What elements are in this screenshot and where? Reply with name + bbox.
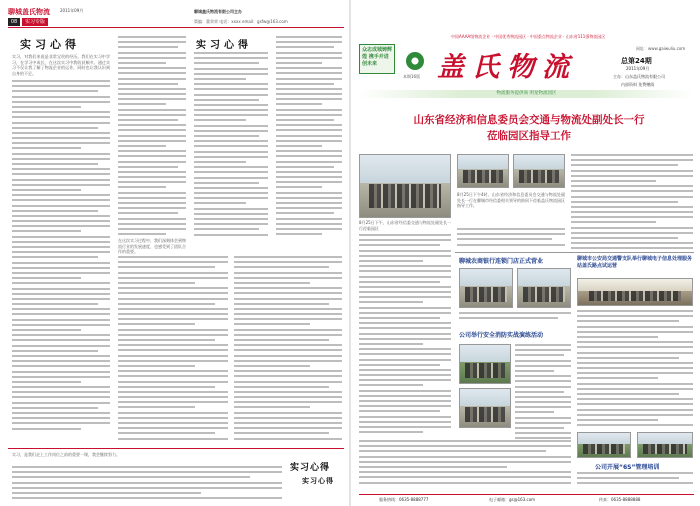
intro-text: 实习，对我们来说是非常宝贵的经历。我们在实习中学习，在学习中成长，在这次实习中我收获颇多。通过实习不仅让我了解了物流企业的运作，同时也让我认识到自身的不足。 xyxy=(12,54,110,76)
article-divider xyxy=(455,252,694,253)
column-title: 实习心得 xyxy=(20,38,80,51)
lower-block-2 xyxy=(234,256,342,446)
issue-date: 2011年09月 xyxy=(626,66,650,71)
header-contacts: 策编：董荣荣 电话：xxxx email：gsfw@163.com xyxy=(194,19,288,24)
header-date: 2011年09月 xyxy=(60,8,84,13)
bottom-body xyxy=(12,466,282,502)
article4-body xyxy=(515,344,571,444)
bottom-text: 实习，是我们走上工作岗位之前的重要一课，我会继续努力。 xyxy=(12,452,120,457)
sponsor: 内部资料 免费赠阅 xyxy=(621,82,655,87)
photo-8 xyxy=(637,432,693,458)
column-title-vertical: 实习心得 xyxy=(302,476,334,485)
article2-title: 聊城农商银行连锁门店正式营业 xyxy=(459,258,544,265)
photo-1 xyxy=(359,154,451,218)
photo-6 xyxy=(577,278,693,306)
bottom-left-body xyxy=(359,440,571,490)
header-publisher: 聊城盖氏物流有限公司主办 xyxy=(194,9,242,14)
photo-3 xyxy=(513,154,565,188)
article2-body xyxy=(459,312,571,326)
side-slogan-box xyxy=(359,44,395,74)
column-1-body xyxy=(12,80,110,442)
article4-title: 公司举行安全消防实战演练活动 xyxy=(459,332,544,339)
footer-hotline: 服务热线：0635-8888777 xyxy=(379,497,429,502)
issue-number: 总第24期 xyxy=(621,57,652,65)
photo-5 xyxy=(517,268,571,308)
publisher: 主办：山东盖氏物流有限公司 xyxy=(613,74,665,79)
photo-4 xyxy=(459,268,513,308)
issue-label-left: 本期16版 xyxy=(403,74,421,79)
right-page xyxy=(351,0,700,506)
logo-emblem-icon xyxy=(406,52,424,70)
lead-col-2 xyxy=(457,228,565,252)
masthead-logo-small: 聊城盖氏物流 xyxy=(8,7,50,16)
photo-caption-1: 8月25日下午，山东省经信委交通与物流处副处长一行莅临园区 xyxy=(359,220,451,231)
lead-text: 8月25日下午4时，山东省经济和信息委员会交通与物流处副处长一行在聊城市经信委相关领导的陪同下莅临盖氏物流园区指导工作。 xyxy=(457,192,565,209)
column-title-2: 实习心得 xyxy=(196,40,252,51)
article5-title: 公司开展“6S”管理培训 xyxy=(595,464,660,471)
article5-body xyxy=(577,472,693,492)
column-2-body xyxy=(118,36,186,236)
column-4-body xyxy=(276,36,342,242)
photo-2 xyxy=(457,154,509,188)
section-tag: 实习专版 xyxy=(22,18,48,26)
header-banner: 中国AAAA级物流企业 · 中国优秀物流园区 · 中国重点物流企业 · 山东省111强物流园区 xyxy=(451,34,606,39)
article3-body xyxy=(577,310,693,430)
lower-block-1 xyxy=(118,256,228,446)
logo-text: 盖氏物流 xyxy=(437,52,577,83)
side-slogan: 众志成城铸辉煌 携手并进创未来 xyxy=(362,47,393,67)
headline: 山东省经济和信息委员会交通与物流处副处长一行莅临园区指导工作 xyxy=(413,114,645,142)
photo-9 xyxy=(459,344,511,384)
footer-bar xyxy=(359,494,694,503)
page-number-badge: 08 xyxy=(8,18,20,26)
photo-10 xyxy=(459,388,511,428)
article3-title: 聊城市公安局交通警支队举行聊城电子信息处理服务站盖氏路点试运营 xyxy=(577,256,693,269)
col2-text: 在这次实习过程中，我们深刻体会到物流行业的发展速度，也感受到了团队合作的重要。 xyxy=(118,238,186,255)
footer-email: 电子邮箱：gs@163.com xyxy=(489,497,536,502)
photo-7 xyxy=(577,432,631,458)
left-page-header xyxy=(8,6,344,28)
left-page xyxy=(0,0,349,506)
column-title-3: 实习心得 xyxy=(290,463,331,473)
footer-fax: 传真：0635-8888888 xyxy=(599,497,641,502)
section-divider xyxy=(8,448,344,449)
header-url: 网址：www.gaiwuliu.com xyxy=(636,46,686,51)
tagline-bar xyxy=(359,90,694,98)
column-3-body xyxy=(194,52,268,242)
lead-col-3 xyxy=(571,154,693,250)
lead-col-1 xyxy=(359,234,451,434)
tagline: 物流服务提供商 明星物流园区 xyxy=(496,91,557,96)
